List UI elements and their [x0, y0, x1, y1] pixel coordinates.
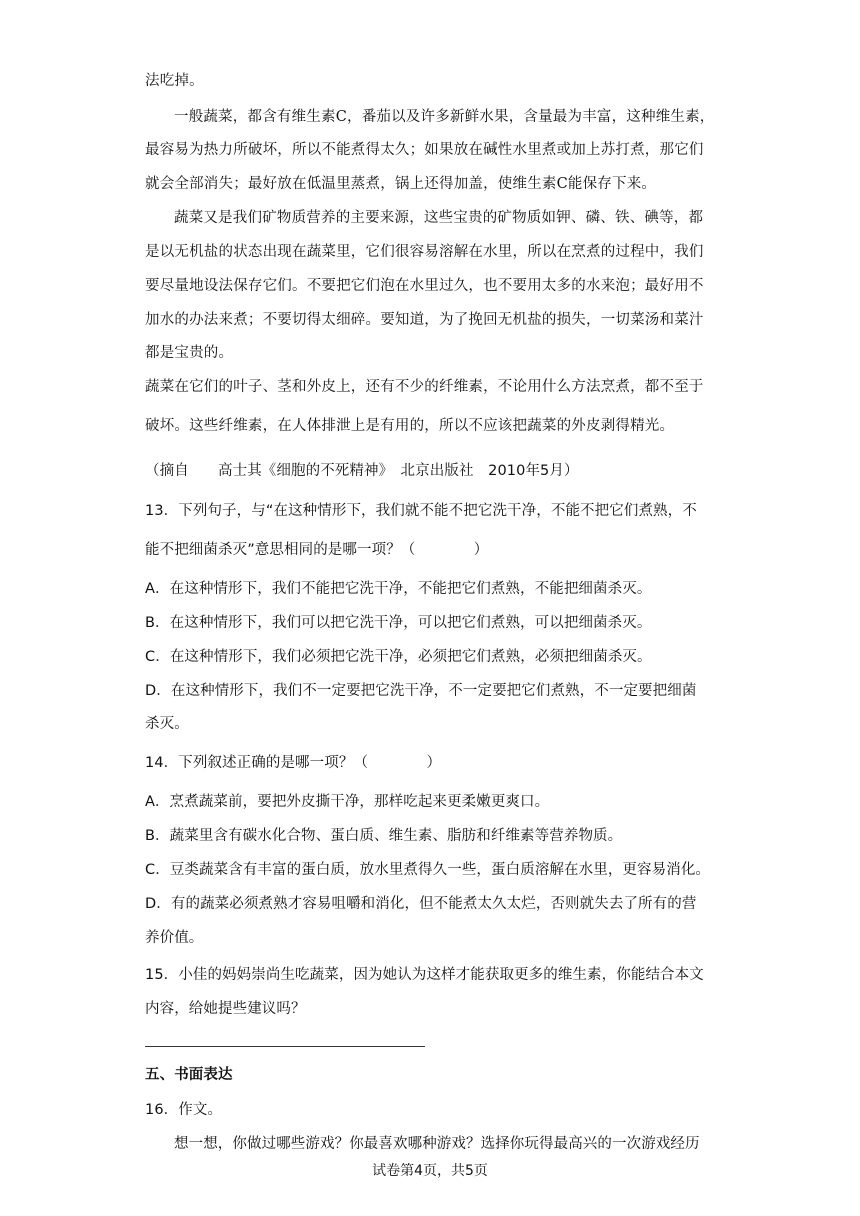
question-14-option-b: B．蔬菜里含有碳水化合物、蛋白质、维生素、脂肪和纤维素等营养物质。: [145, 828, 623, 844]
passage-line: 蔬菜在它们的叶子、茎和外皮上，还有不少的纤维素，不论用什么方法烹煮，都不至于: [145, 379, 704, 395]
passage-line: 就会全部消失；最好放在低温里蒸煮，锅上还得加盖，使维生素C能保存下来。: [145, 176, 657, 192]
passage-line: 是以无机盐的状态出现在蔬菜里，它们很容易溶解在水里，所以在烹煮的过程中，我们: [145, 244, 704, 260]
passage-source: （摘自 高士其《细胞的不死精神》 北京出版社 2010年5月）: [145, 463, 579, 479]
question-14-option-d: D．有的蔬菜必须煮熟才容易咀嚼和消化，但不能煮太久太烂，否则就失去了所有的营: [145, 896, 697, 912]
question-14-stem: 14．下列叙述正确的是哪一项？（ ）: [145, 755, 442, 771]
question-14-option-c: C．豆类蔬菜含有丰富的蛋白质，放水里煮得久一些，蛋白质溶解在水里，更容易消化。: [145, 862, 711, 878]
passage-line: 破坏。这些纤维素，在人体排泄上是有用的，所以不应该把蔬菜的外皮剥得精光。: [145, 418, 675, 434]
question-15-stem: 15．小佳的妈妈崇尚生吃蔬菜，因为她认为这样才能获取更多的维生素，你能结合本文: [145, 967, 704, 983]
question-13-option-d: D．在这种情形下，我们不一定要把它洗干净，不一定要把它们煮熟，不一定要把细菌: [145, 683, 697, 699]
passage-line: 法吃掉。: [145, 73, 204, 89]
question-13-option-b: B．在这种情形下，我们可以把它洗干净，可以把它们煮熟，可以把细菌杀灭。: [145, 615, 652, 631]
question-16-label: 16．作文。: [145, 1102, 223, 1118]
question-13-option-d: 杀灭。: [145, 716, 189, 732]
answer-line[interactable]: [145, 1046, 425, 1047]
passage-line: 一般蔬菜，都含有维生素C，番茄以及许多新鲜水果，含量最为丰富，这种维生素，: [174, 109, 715, 125]
passage-line: 都是宝贵的。: [145, 345, 234, 361]
passage-line: 最容易为热力所破坏，所以不能煮得太久；如果放在碱性水里煮或加上苏打煮，那它们: [145, 142, 704, 158]
question-14-option-d: 养价值。: [145, 930, 204, 946]
page-footer: 试卷第4页，共5页: [372, 1163, 488, 1179]
question-13-stem: 13．下列句子，与“在这种情形下，我们就不能不把它洗干净，不能不把它们煮熟，不: [145, 503, 697, 519]
passage-line: 加水的办法来煮；不要切得太细碎。要知道，为了挽回无机盐的损失，一切菜汤和菜汁: [145, 312, 704, 328]
question-16-prompt: 想一想，你做过哪些游戏？你最喜欢哪种游戏？选择你玩得最高兴的一次游戏经历: [174, 1136, 700, 1152]
section-heading: 五、书面表达: [145, 1067, 233, 1083]
passage-line: 蔬菜又是我们矿物质营养的主要来源，这些宝贵的矿物质如钾、磷、铁、碘等，都: [174, 210, 704, 226]
question-13-option-c: C．在这种情形下，我们必须把它洗干净，必须把它们煮熟，必须把细菌杀灭。: [145, 649, 652, 665]
question-15-stem: 内容，给她提些建议吗？: [145, 1001, 306, 1017]
question-13-stem: 能不把细菌杀灭”意思相同的是哪一项？（ ）: [145, 542, 489, 558]
question-13-option-a: A．在这种情形下，我们不能把它洗干净，不能把它们煮熟，不能把细菌杀灭。: [145, 581, 652, 597]
question-14-option-a: A．烹煮蔬菜前，要把外皮撕干净，那样吃起来更柔嫩更爽口。: [145, 794, 550, 810]
passage-line: 要尽量地设法保存它们。不要把它们泡在水里过久，也不要用太多的水来泡；最好用不: [145, 278, 704, 294]
